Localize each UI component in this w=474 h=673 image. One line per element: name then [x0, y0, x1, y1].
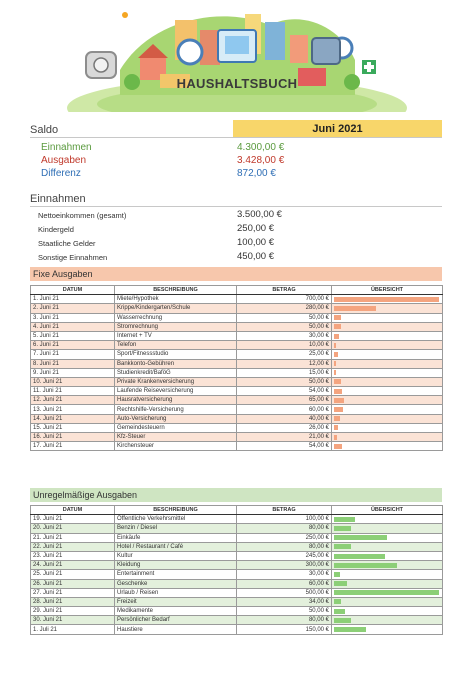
cell-overview: [332, 313, 443, 322]
col-overview[interactable]: ÜBERSICHT: [332, 506, 443, 515]
cell-amount[interactable]: 245,00 €: [237, 551, 332, 560]
cell-overview: [332, 551, 443, 560]
cell-date[interactable]: 30. Juni 21: [31, 616, 115, 625]
cell-description[interactable]: Entertainment: [115, 570, 237, 579]
cell-overview: [332, 350, 443, 359]
cell-amount[interactable]: 34,00 €: [237, 597, 332, 606]
col-date[interactable]: DATUM: [31, 286, 115, 295]
table-row[interactable]: [31, 313, 443, 322]
overview-bar: [334, 352, 338, 357]
cell-amount[interactable]: 500,00 €: [237, 588, 332, 597]
saldo-income-label: Einnahmen: [41, 142, 92, 153]
cell-overview: [332, 295, 443, 304]
cell-description[interactable]: Private Krankenversicherung: [115, 377, 237, 386]
cell-amount[interactable]: 50,00 €: [237, 377, 332, 386]
cell-description[interactable]: Kirchensteuer: [115, 442, 237, 451]
cell-description[interactable]: Wasserrechnung: [115, 313, 237, 322]
table-row[interactable]: [31, 524, 443, 533]
cell-date[interactable]: 24. Juni 21: [31, 561, 115, 570]
cell-date[interactable]: 20. Juni 21: [31, 524, 115, 533]
overview-bar: [334, 609, 345, 614]
income-heading: Einnahmen: [30, 193, 86, 205]
cell-amount[interactable]: 26,00 €: [237, 423, 332, 432]
table-row[interactable]: [31, 616, 443, 625]
cell-description[interactable]: Laufende Reiseversicherung: [115, 387, 237, 396]
cell-date[interactable]: 13. Juni 21: [31, 405, 115, 414]
cell-description[interactable]: Benzin / Diesel: [115, 524, 237, 533]
col-description[interactable]: BESCHREIBUNG: [115, 286, 237, 295]
table-row[interactable]: [31, 405, 443, 414]
overview-bar: [334, 315, 341, 320]
table-row[interactable]: [31, 542, 443, 551]
cell-description[interactable]: Einkäufe: [115, 533, 237, 542]
cell-amount[interactable]: 30,00 €: [237, 331, 332, 340]
saldo-heading: Saldo: [30, 124, 59, 136]
divider: [30, 137, 442, 138]
overview-bar: [334, 425, 338, 430]
col-overview[interactable]: ÜBERSICHT: [332, 286, 443, 295]
cell-description[interactable]: Medikamente: [115, 607, 237, 616]
cell-amount[interactable]: 80,00 €: [237, 542, 332, 551]
cell-description[interactable]: Rechtshilfe-Versicherung: [115, 405, 237, 414]
cell-date[interactable]: 28. Juni 21: [31, 597, 115, 606]
divider: [30, 206, 442, 207]
cell-description[interactable]: Öffentliche Verkehrsmittel: [115, 515, 237, 524]
saldo-income-value: 4.300,00 €: [237, 142, 285, 153]
overview-bar: [334, 627, 366, 632]
cell-amount[interactable]: 150,00 €: [237, 625, 332, 634]
cell-amount[interactable]: 54,00 €: [237, 387, 332, 396]
table-row[interactable]: [31, 350, 443, 359]
cell-description[interactable]: Krippe/Kindergarten/Schule: [115, 304, 237, 313]
cell-amount[interactable]: 80,00 €: [237, 524, 332, 533]
cell-overview: [332, 322, 443, 331]
header-banner: [0, 0, 474, 112]
cell-overview: [332, 387, 443, 396]
overview-bar: [334, 398, 344, 403]
cell-description[interactable]: Gemeindesteuern: [115, 423, 237, 432]
overview-bar: [334, 581, 347, 586]
col-date[interactable]: DATUM: [31, 506, 115, 515]
cell-date[interactable]: 8. Juni 21: [31, 359, 115, 368]
income-other-value: 450,00 €: [237, 251, 274, 262]
cell-amount[interactable]: 700,00 €: [237, 295, 332, 304]
income-kindergeld-value: 250,00 €: [237, 223, 274, 234]
month-selector[interactable]: Juni 2021: [233, 120, 442, 138]
saldo-diff-label: Differenz: [41, 168, 81, 179]
income-kindergeld-label: Kindergeld: [38, 225, 74, 234]
irregular-expenses-table: [30, 505, 443, 635]
cell-overview: [332, 542, 443, 551]
cell-description[interactable]: Hotel / Restaurant / Café: [115, 542, 237, 551]
cell-description[interactable]: Urlaub / Reisen: [115, 588, 237, 597]
cell-overview: [332, 423, 443, 432]
cell-amount[interactable]: 65,00 €: [237, 396, 332, 405]
cell-date[interactable]: 25. Juni 21: [31, 570, 115, 579]
table-row[interactable]: [31, 414, 443, 423]
cell-overview: [332, 533, 443, 542]
cell-description[interactable]: Miete/Hypothek: [115, 295, 237, 304]
table-row[interactable]: [31, 295, 443, 304]
overview-bar: [334, 544, 351, 549]
overview-bar: [334, 370, 336, 375]
cell-amount[interactable]: 30,00 €: [237, 570, 332, 579]
cell-amount[interactable]: 280,00 €: [237, 304, 332, 313]
overview-bar: [334, 306, 376, 311]
cell-date[interactable]: 15. Juni 21: [31, 423, 115, 432]
cell-date[interactable]: 27. Juni 21: [31, 588, 115, 597]
table-row[interactable]: [31, 387, 443, 396]
overview-bar: [334, 563, 397, 568]
table-row[interactable]: [31, 442, 443, 451]
income-state-value: 100,00 €: [237, 237, 274, 248]
cell-overview: [332, 607, 443, 616]
cell-overview: [332, 625, 443, 634]
overview-bar: [334, 444, 342, 449]
table-row[interactable]: [31, 561, 443, 570]
cell-date[interactable]: 26. Juni 21: [31, 579, 115, 588]
table-row[interactable]: [31, 304, 443, 313]
cell-overview: [332, 304, 443, 313]
saldo-diff-value: 872,00 €: [237, 168, 276, 179]
cell-overview: [332, 341, 443, 350]
table-row[interactable]: [31, 433, 443, 442]
overview-bar: [334, 324, 341, 329]
overview-bar: [334, 526, 351, 531]
cell-amount[interactable]: 15,00 €: [237, 368, 332, 377]
cell-description[interactable]: Telefon: [115, 341, 237, 350]
col-amount[interactable]: BETRAG: [237, 286, 332, 295]
cell-amount[interactable]: 50,00 €: [237, 322, 332, 331]
cell-overview: [332, 515, 443, 524]
overview-bar: [334, 416, 340, 421]
cell-date[interactable]: 23. Juni 21: [31, 551, 115, 560]
cell-description[interactable]: Internet + TV: [115, 331, 237, 340]
overview-bar: [334, 535, 387, 540]
cell-date[interactable]: 1. Juni 21: [31, 295, 115, 304]
overview-bar: [334, 361, 336, 366]
cell-amount[interactable]: 40,00 €: [237, 414, 332, 423]
cell-date[interactable]: 22. Juni 21: [31, 542, 115, 551]
overview-bar: [334, 435, 337, 440]
income-net-label: Nettoeinkommen (gesamt): [38, 211, 127, 220]
cell-date[interactable]: 19. Juni 21: [31, 515, 115, 524]
cell-description[interactable]: Hausratversicherung: [115, 396, 237, 405]
cell-description[interactable]: Haustiere: [115, 625, 237, 634]
table-row[interactable]: [31, 322, 443, 331]
cell-date[interactable]: 2. Juni 21: [31, 304, 115, 313]
table-row[interactable]: [31, 368, 443, 377]
cell-overview: [332, 570, 443, 579]
cell-overview: [332, 579, 443, 588]
table-row[interactable]: [31, 331, 443, 340]
cell-overview: [332, 331, 443, 340]
cell-date[interactable]: 16. Juni 21: [31, 433, 115, 442]
overview-bar: [334, 297, 439, 302]
cell-overview: [332, 405, 443, 414]
cell-amount[interactable]: 60,00 €: [237, 405, 332, 414]
cell-description[interactable]: Geschenke: [115, 579, 237, 588]
cell-overview: [332, 414, 443, 423]
city-illustration-icon: [0, 0, 474, 112]
overview-bar: [334, 599, 341, 604]
overview-bar: [334, 618, 351, 623]
cell-overview: [332, 368, 443, 377]
cell-amount[interactable]: 50,00 €: [237, 313, 332, 322]
overview-bar: [334, 389, 342, 394]
overview-bar: [334, 590, 439, 595]
cell-date[interactable]: 5. Juni 21: [31, 331, 115, 340]
overview-bar: [334, 517, 355, 522]
table-row[interactable]: [31, 359, 443, 368]
overview-bar: [334, 554, 385, 559]
cell-amount[interactable]: 60,00 €: [237, 579, 332, 588]
cell-overview: [332, 597, 443, 606]
cell-description[interactable]: Bankkonto-Gebühren: [115, 359, 237, 368]
cell-overview: [332, 433, 443, 442]
cell-amount[interactable]: 10,00 €: [237, 341, 332, 350]
cell-overview: [332, 561, 443, 570]
cell-date[interactable]: 7. Juni 21: [31, 350, 115, 359]
overview-bar: [334, 343, 336, 348]
cell-description[interactable]: Sport/Fitnessstudio: [115, 350, 237, 359]
cell-date[interactable]: 9. Juni 21: [31, 368, 115, 377]
cell-overview: [332, 396, 443, 405]
cell-amount[interactable]: 54,00 €: [237, 442, 332, 451]
table-row[interactable]: [31, 515, 443, 524]
cell-date[interactable]: 21. Juni 21: [31, 533, 115, 542]
cell-overview: [332, 442, 443, 451]
cell-date[interactable]: 29. Juni 21: [31, 607, 115, 616]
cell-description[interactable]: Kultur: [115, 551, 237, 560]
cell-amount[interactable]: 250,00 €: [237, 533, 332, 542]
table-row[interactable]: [31, 570, 443, 579]
overview-bar: [334, 572, 340, 577]
col-description[interactable]: BESCHREIBUNG: [115, 506, 237, 515]
cell-amount[interactable]: 12,00 €: [237, 359, 332, 368]
cell-amount[interactable]: 300,00 €: [237, 561, 332, 570]
cell-overview: [332, 616, 443, 625]
col-amount[interactable]: BETRAG: [237, 506, 332, 515]
table-row[interactable]: [31, 341, 443, 350]
cell-overview: [332, 377, 443, 386]
saldo-expense-value: 3.428,00 €: [237, 155, 285, 166]
irregular-expenses-title: Unregelmäßige Ausgaben: [30, 488, 442, 502]
cell-overview: [332, 524, 443, 533]
overview-bar: [334, 379, 341, 384]
cell-date[interactable]: 4. Juni 21: [31, 322, 115, 331]
table-row[interactable]: [31, 625, 443, 634]
fixed-expenses-title: Fixe Ausgaben: [30, 267, 442, 281]
table-row[interactable]: [31, 597, 443, 606]
saldo-expense-label: Ausgaben: [41, 155, 87, 166]
cell-date[interactable]: 11. Juni 21: [31, 387, 115, 396]
cell-amount[interactable]: 100,00 €: [237, 515, 332, 524]
cell-amount[interactable]: 80,00 €: [237, 616, 332, 625]
cell-amount[interactable]: 21,00 €: [237, 433, 332, 442]
cell-description[interactable]: Freizeit: [115, 597, 237, 606]
cell-amount[interactable]: 25,00 €: [237, 350, 332, 359]
cell-date[interactable]: 14. Juni 21: [31, 414, 115, 423]
page-title: HAUSHALTSBUCH: [176, 76, 298, 91]
overview-bar: [334, 407, 343, 412]
table-row[interactable]: [31, 377, 443, 386]
cell-amount[interactable]: 50,00 €: [237, 607, 332, 616]
table-row[interactable]: [31, 607, 443, 616]
cell-description[interactable]: Persönlicher Bedarf: [115, 616, 237, 625]
fixed-expenses-table: [30, 285, 443, 451]
cell-description[interactable]: Stromrechnung: [115, 322, 237, 331]
income-net-value: 3.500,00 €: [237, 209, 282, 220]
cell-date[interactable]: 10. Juni 21: [31, 377, 115, 386]
table-row[interactable]: [31, 533, 443, 542]
table-row[interactable]: [31, 423, 443, 432]
cell-date[interactable]: 12. Juni 21: [31, 396, 115, 405]
cell-date[interactable]: 1. Juli 21: [31, 625, 115, 634]
income-other-label: Sonstige Einnahmen: [38, 253, 108, 262]
cell-description[interactable]: Auto-Versicherung: [115, 414, 237, 423]
table-row[interactable]: [31, 588, 443, 597]
table-row[interactable]: [31, 396, 443, 405]
cell-description[interactable]: Kleidung: [115, 561, 237, 570]
table-row[interactable]: [31, 579, 443, 588]
income-state-label: Staatliche Gelder: [38, 239, 96, 248]
cell-description[interactable]: Studienkredit/BaföG: [115, 368, 237, 377]
table-row[interactable]: [31, 551, 443, 560]
cell-overview: [332, 359, 443, 368]
overview-bar: [334, 334, 339, 339]
cell-date[interactable]: 3. Juni 21: [31, 313, 115, 322]
cell-description[interactable]: Kfz-Steuer: [115, 433, 237, 442]
cell-overview: [332, 588, 443, 597]
cell-date[interactable]: 17. Juni 21: [31, 442, 115, 451]
cell-date[interactable]: 6. Juni 21: [31, 341, 115, 350]
